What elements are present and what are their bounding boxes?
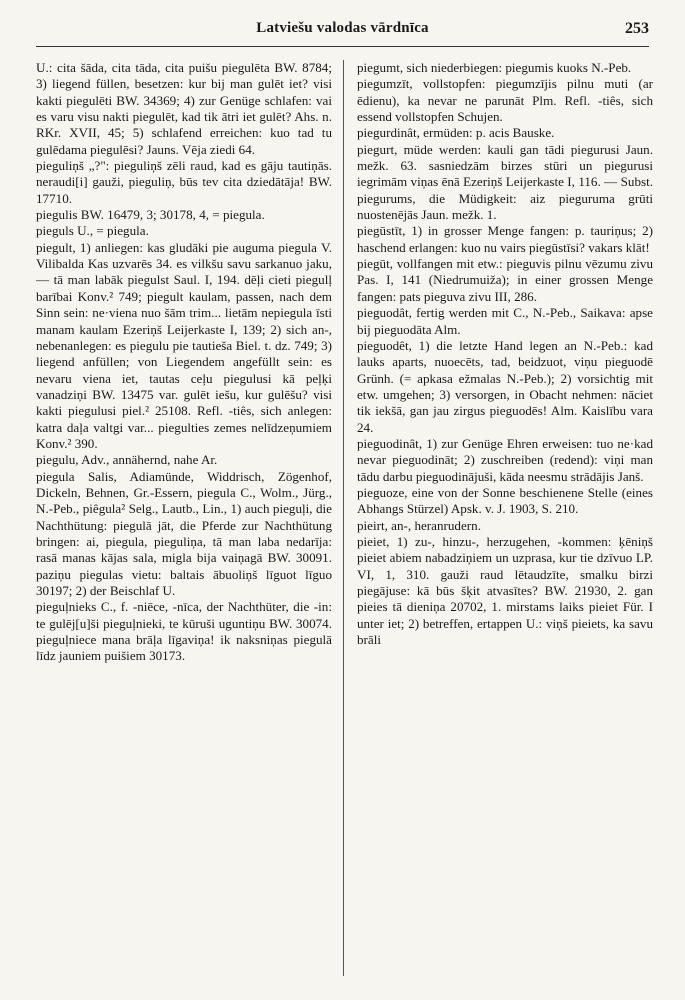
- entry-pieguoze: pieguoze, eine von der Sonne beschienene Stelle (eines Abhangs Stürzel) Apsk. v. J. 1903, S. 210.: [357, 484, 653, 517]
- entry-pieiet: pieiet, 1) zu-, hinzu-, herzugehen, -kommen: ķēniņš pieiet abiem nabadziņiem un uzprasa, kur tie dzīvuo LP. VI, 1, 310. gauži raud lētaudzīte, smalku birzi piegājuse: kā būs šķit atvasītes? BW. 21930, 2. gan pieies tā dieniņa 20702, 1. mirstams laiks pieiet Für. I unter iet; 2) betreffen, ertappen U.: viņš pieiets, ka savu brāli: [357, 533, 653, 648]
- right-column: [357, 60, 653, 980]
- entry-pieguodêt: pieguodêt, 1) die letzte Hand legen an N.-Peb.: kad lauks aparts, nuoecēts, tad, beidzuot, viņu pieguodē Grünh. (= apkasa ežmalas N.-Peb.); 2) vorsichtig mit etw. umgehen; 3) versorgen, in Obacht nehmen: nāciet tik iekšā, gan jau zirgus pieguodēs! Alm. Kaislību vara 24.: [357, 337, 653, 435]
- entry-pieguliņš: pieguliņš „?": pieguliņš zēli raud, kad es gāju tautiņās. neraudi[i] gauži, pieguliņ, būs tev cita dziedātāja! BW. 17710.: [36, 158, 332, 206]
- entry-piegūstīt: piegūstīt, 1) in grosser Menge fangen: p. tauriņus; 2) haschend erlangen: kuo nu vairs piegūstīsi? vakars klāt!: [357, 223, 653, 255]
- entry-piegula: piegula Salis, Adiamünde, Widdrisch, Zögenhof, Dickeln, Behnen, Gr.-Essern, piegula C., Wolm., Jürg., N.-Peb., piêgula² Selg., Lautb., Lin., 1) auch pieguļi, die Nachthütung: piegulā jāt, die Pferde zur Nachthütung bringen: ai, piegula, pieguliņa, tā man laba nedarīja: rasā manas kājas sala, migla bija vaiņagā BW. 30091. paziņu piegulas vietu: baltais ābuoliņš līguot līguo 30197; 2) der Beischlaf U.: [36, 468, 332, 598]
- entry-pieguļnieks: pieguļnieks C., f. -niēce, -nīca, der Nachthüter, die -in: te gulēj[u]ši pieguļnieki, te kūruši uguntiņu BW. 30074. pieguļniece mana brāļa līgaviņa! ik naksniņas piegulā līdz jauniem puišiem 30173.: [36, 599, 332, 664]
- left-column: [36, 60, 332, 980]
- entry-pieguodât: pieguodât, fertig werden mit C., N.-Peb., Saikava: apse bij pieguodāta Alm.: [357, 305, 653, 337]
- entry-pieguls: pieguls U., = piegula.: [36, 223, 149, 239]
- entry-piegulu: piegulu, Adv., annähernd, nahe Ar.: [36, 452, 218, 468]
- entry-pieirt: pieirt, an-, heranrudern.: [357, 517, 481, 533]
- entry-piegurt: piegurt, müde werden: kauli gan tādi piegurusi Jaun. mežk. 63. sasniedzām birzes stūri un piegurusi iegrimām viņas ēnā Ezeriņš Leijerkaste I, 116. — Subst. piegurums, die Müdigkeit: aiz piegurumа grūti nuostenējās Jaun. mežk. 1.: [357, 141, 653, 223]
- entry-piegulis: piegulis BW. 16479, 3; 30178, 4, = piegula.: [36, 207, 265, 223]
- entry-piegumzīt: piegumzīt, vollstopfen: piegumzījis pilnu muti (ar ēdienu), ka nevar ne parunāt Plm. Refl. -tiês, sich essend vollstopfen Schujen.: [357, 76, 653, 125]
- column-divider: [343, 60, 344, 976]
- entry-piegūt: piegūt, vollfangen mit etw.: pieguvis pilnu vēzumu zivu Pas. I, 141 (Niedrumuiža); in einer grossen Menge fangen: pats pieguva zivu III, 286.: [357, 256, 653, 304]
- entry-piegult: piegult, 1) anliegen: kas gludāki pie auguma piegula V. Vilibalda Kas uzvarēs 34. es vilkšu savu sarkanuo jaku, — tā man labāk piegulst Saul. I, 194. dēļi cieti piegulļ barībai Konv.² 749; piegult kaulam, passen, nach dem Sinn sein: ne·viena nuo šām trim... lietām nepiegula īsti manam kaulam Ezeriņš Leijerkaste I, 139; 2) sich an-, nebenanlegen: es piegulu pie tautieša Biel. t. dz. 749; 3) liegend anfüllen; von Liegendem angefüllt sein: es nevaru viena iet, tautas ceļu piegulusi kā peļķi vanadziņi BW. 13475 var. gulēt iešu, kur gulēšu? visi kakti piegulusi piel.² 25108. Refl. -tiês, sich anlegen: katra daļa valtgi var... piegulties zemes nelīdzeņumiem Konv.² 390.: [36, 239, 332, 451]
- entry-piegumt: piegumt, sich niederbiegen: piegumis kuoks N.-Peb.: [357, 60, 632, 75]
- page-number: 253: [625, 20, 649, 37]
- running-title: Latviešu valodas vārdnīca: [256, 20, 429, 36]
- entry-pieguodinât: pieguodinât, 1) zur Genüge Ehren erweisen: tuo ne·kad nevar pieguodināt; 2) zuschreiben (redend): viņi man tādu darbu pieguodinājuši, kāda neesmu strādājis Janš.: [357, 435, 653, 484]
- entry-piegurdinât: piegurdinât, ermüden: p. acis Bauske.: [357, 125, 555, 141]
- page-header: [36, 20, 649, 47]
- entry-continuation: U.: cita šāda, cita tāda, cita puišu piegulēta BW. 8784; 3) liegend füllen, besetzen: kur bij man gulēt iet? visi kakti piegulēti BW. 34369; 4) zur Genüge schlafen: vai es varu visu nakti piegulēt, kad tik ātri iet gulēt? Ahs. n. RKr. XVII, 45; 5) schlafend erreichen: kuo tad tu gulēdama piegulēsi? Jauns. Vēja ziedi 64.: [36, 60, 332, 157]
